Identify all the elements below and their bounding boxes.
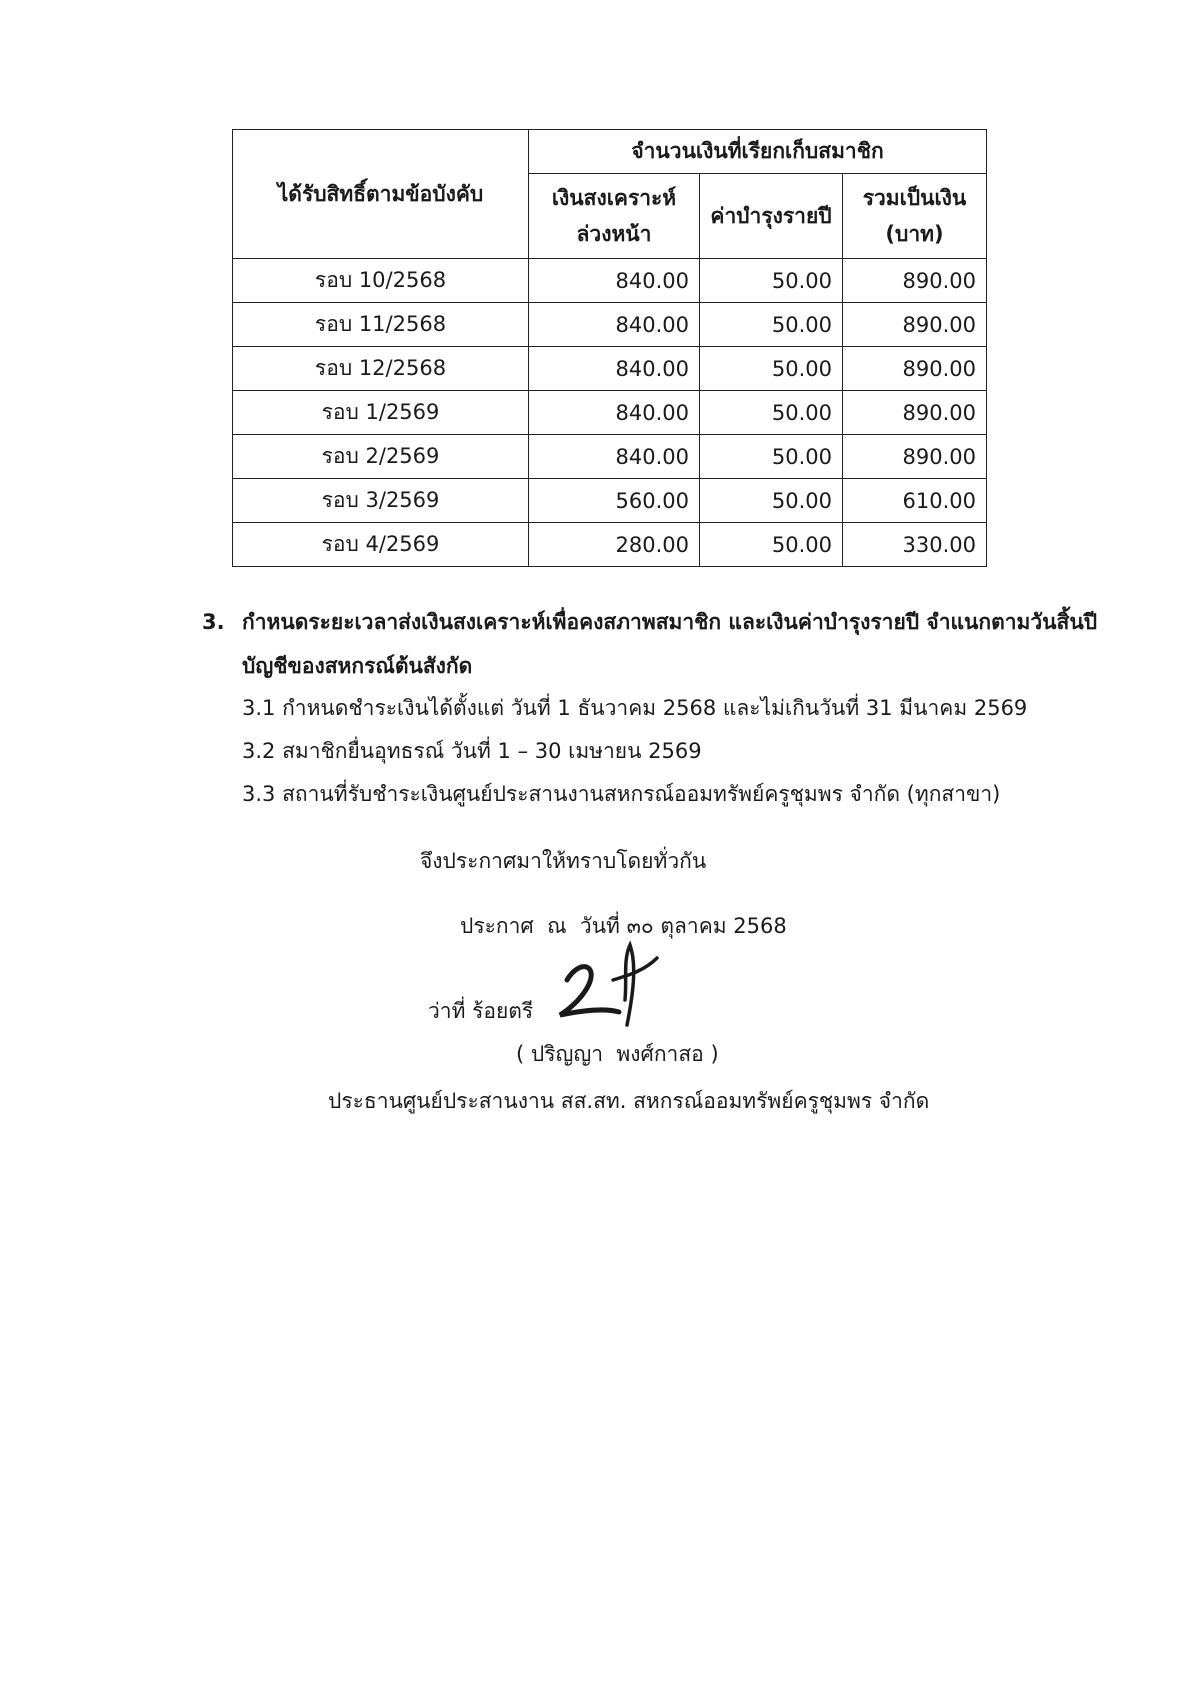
signer-rank: ว่าที่ ร้อยตรี — [428, 999, 534, 1023]
annual-cell: 50.00 — [700, 259, 843, 303]
total-cell: 610.00 — [843, 479, 987, 523]
table-row — [233, 391, 987, 435]
header-total: รวมเป็นเงิน (บาท) — [843, 174, 987, 259]
signature-mark — [555, 940, 685, 1030]
advance-cell: 840.00 — [529, 303, 700, 347]
section-3-item: 3.1 กำหนดชำระเงินได้ตั้งแต่ วันที่ 1 ธันวาคม 2568 และไม่เกินวันที่ 31 มีนาคม 2569 — [242, 696, 1028, 720]
period-cell: รอบ 11/2568 — [233, 303, 529, 347]
total-cell: 890.00 — [843, 391, 987, 435]
annual-cell: 50.00 — [700, 347, 843, 391]
header-annual: ค่าบำรุงรายปี — [700, 174, 843, 259]
table-row — [233, 259, 987, 303]
table-row — [233, 347, 987, 391]
header-advance: เงินสงเคราะห์ล่วงหน้า — [529, 174, 700, 259]
total-cell: 890.00 — [843, 259, 987, 303]
section-3-item: 3.3 สถานที่รับชำระเงินศูนย์ประสานงานสหกรณ์ออมทรัพย์ครูชุมพร จำกัด (ทุกสาขา) — [242, 782, 1001, 806]
fee-table — [232, 129, 987, 567]
period-cell: รอบ 3/2569 — [233, 479, 529, 523]
advance-cell: 840.00 — [529, 391, 700, 435]
table-row — [233, 435, 987, 479]
period-cell: รอบ 12/2568 — [233, 347, 529, 391]
total-cell: 890.00 — [843, 435, 987, 479]
advance-cell: 840.00 — [529, 259, 700, 303]
advance-cell: 280.00 — [529, 523, 700, 567]
signer-name: ( ปริญญา พงศ์กาสอ ) — [516, 1042, 719, 1066]
period-cell: รอบ 10/2568 — [233, 259, 529, 303]
annual-cell: 50.00 — [700, 391, 843, 435]
table-row — [233, 303, 987, 347]
annual-cell: 50.00 — [700, 523, 843, 567]
advance-cell: 560.00 — [529, 479, 700, 523]
total-cell: 890.00 — [843, 303, 987, 347]
section-3-number: 3. — [202, 610, 225, 634]
annual-cell: 50.00 — [700, 303, 843, 347]
advance-cell: 840.00 — [529, 347, 700, 391]
announce-date: ประกาศ ณ วันที่ ๓๐ ตุลาคม 2568 — [460, 914, 787, 938]
annual-cell: 50.00 — [700, 479, 843, 523]
announce-line: จึงประกาศมาให้ทราบโดยทั่วกัน — [420, 849, 707, 873]
header-rights: ได้รับสิทธิ์ตามข้อบังคับ — [233, 130, 529, 259]
section-3-heading — [202, 600, 1102, 688]
header-amount-group: จำนวนเงินที่เรียกเก็บสมาชิก — [529, 130, 987, 174]
period-cell: รอบ 4/2569 — [233, 523, 529, 567]
total-cell: 890.00 — [843, 347, 987, 391]
total-cell: 330.00 — [843, 523, 987, 567]
table-row — [233, 523, 987, 567]
section-3-title: กำหนดระยะเวลาส่งเงินสงเคราะห์เพื่อคงสภาพสมาชิก และเงินค่าบำรุงรายปี จำแนกตามวันสิ้นปีบัญชีของสหกรณ์ต้นสังกัด — [242, 610, 1098, 678]
section-3-item: 3.2 สมาชิกยื่นอุทธรณ์ วันที่ 1 – 30 เมษายน 2569 — [242, 739, 702, 763]
period-cell: รอบ 1/2569 — [233, 391, 529, 435]
period-cell: รอบ 2/2569 — [233, 435, 529, 479]
signer-position: ประธานศูนย์ประสานงาน สส.สท. สหกรณ์ออมทรัพย์ครูชุมพร จำกัด — [328, 1089, 930, 1113]
table-row — [233, 479, 987, 523]
advance-cell: 840.00 — [529, 435, 700, 479]
annual-cell: 50.00 — [700, 435, 843, 479]
